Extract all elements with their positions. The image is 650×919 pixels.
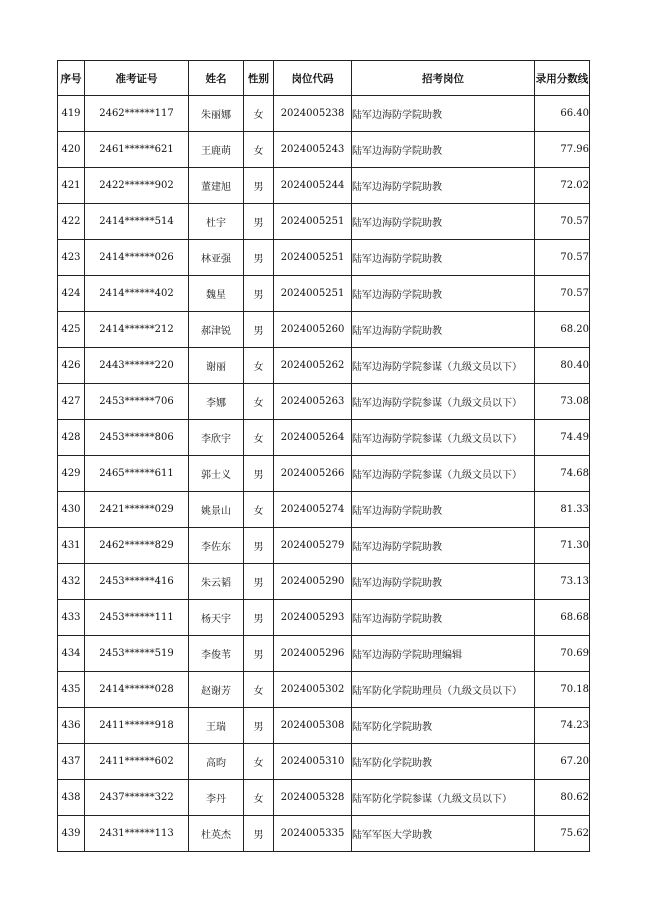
cell-post-code: 2024005238 (274, 96, 352, 132)
cell-name: 赵谢芳 (189, 672, 244, 708)
cell-post: 陆军军医大学助教 (352, 816, 535, 852)
cell-name: 郭士义 (189, 456, 244, 492)
cell-post-code: 2024005293 (274, 600, 352, 636)
cell-name: 魏星 (189, 276, 244, 312)
header-gender: 性别 (244, 61, 274, 96)
cell-seq: 423 (58, 240, 85, 276)
cell-post-code: 2024005335 (274, 816, 352, 852)
cell-post: 陆军边海防学院助教 (352, 600, 535, 636)
cell-name: 朱丽娜 (189, 96, 244, 132)
cell-exam-no: 2461******621 (85, 132, 189, 168)
cell-post-code: 2024005243 (274, 132, 352, 168)
cell-name: 杜宇 (189, 204, 244, 240)
cell-gender: 女 (244, 780, 274, 816)
cell-exam-no: 2431******113 (85, 816, 189, 852)
table-row (58, 744, 590, 780)
cell-post: 陆军边海防学院助教 (352, 168, 535, 204)
table-row (58, 564, 590, 600)
cell-post-code: 2024005328 (274, 780, 352, 816)
cell-seq: 427 (58, 384, 85, 420)
cell-seq: 429 (58, 456, 85, 492)
table-row (58, 600, 590, 636)
cell-exam-no: 2414******028 (85, 672, 189, 708)
cell-exam-no: 2453******706 (85, 384, 189, 420)
cell-gender: 男 (244, 276, 274, 312)
cell-exam-no: 2443******220 (85, 348, 189, 384)
cell-gender: 男 (244, 312, 274, 348)
table-row (58, 456, 590, 492)
cell-score: 73.08 (535, 384, 590, 420)
cell-seq: 420 (58, 132, 85, 168)
header-row (58, 61, 590, 96)
cell-gender: 男 (244, 564, 274, 600)
header-post-code: 岗位代码 (274, 61, 352, 96)
cell-exam-no: 2453******111 (85, 600, 189, 636)
cell-post-code: 2024005279 (274, 528, 352, 564)
cell-post: 陆军防化学院助理员（九级文员以下） (352, 672, 535, 708)
table-row (58, 420, 590, 456)
cell-post: 陆军边海防学院参谋（九级文员以下） (352, 456, 535, 492)
cell-post-code: 2024005251 (274, 204, 352, 240)
cell-name: 高昀 (189, 744, 244, 780)
cell-post-code: 2024005260 (274, 312, 352, 348)
cell-seq: 422 (58, 204, 85, 240)
cell-post: 陆军边海防学院助理编辑 (352, 636, 535, 672)
cell-seq: 431 (58, 528, 85, 564)
cell-seq: 428 (58, 420, 85, 456)
table-row (58, 348, 590, 384)
cell-score: 74.68 (535, 456, 590, 492)
cell-post-code: 2024005266 (274, 456, 352, 492)
cell-post: 陆军边海防学院助教 (352, 564, 535, 600)
table-row (58, 816, 590, 852)
cell-name: 杨天宇 (189, 600, 244, 636)
table-row (58, 528, 590, 564)
cell-gender: 男 (244, 816, 274, 852)
cell-post: 陆军防化学院助教 (352, 708, 535, 744)
cell-name: 李欣宇 (189, 420, 244, 456)
cell-seq: 419 (58, 96, 85, 132)
table-row (58, 384, 590, 420)
cell-exam-no: 2411******918 (85, 708, 189, 744)
cell-exam-no: 2453******519 (85, 636, 189, 672)
cell-post: 陆军边海防学院助教 (352, 528, 535, 564)
cell-score: 70.57 (535, 276, 590, 312)
cell-seq: 424 (58, 276, 85, 312)
cell-seq: 432 (58, 564, 85, 600)
cell-exam-no: 2414******212 (85, 312, 189, 348)
cell-exam-no: 2462******829 (85, 528, 189, 564)
cell-post: 陆军边海防学院参谋（九级文员以下） (352, 348, 535, 384)
cell-gender: 女 (244, 672, 274, 708)
cell-post-code: 2024005310 (274, 744, 352, 780)
cell-name: 林亚强 (189, 240, 244, 276)
cell-post-code: 2024005251 (274, 240, 352, 276)
header-exam-no: 准考证号 (85, 61, 189, 96)
table-row (58, 312, 590, 348)
table-row (58, 672, 590, 708)
cell-name: 李娜 (189, 384, 244, 420)
cell-name: 谢丽 (189, 348, 244, 384)
cell-seq: 425 (58, 312, 85, 348)
cell-post-code: 2024005308 (274, 708, 352, 744)
header-score: 录用分数线 (535, 61, 590, 96)
cell-name: 李俊苇 (189, 636, 244, 672)
cell-post-code: 2024005264 (274, 420, 352, 456)
cell-gender: 女 (244, 420, 274, 456)
cell-score: 70.57 (535, 204, 590, 240)
cell-post-code: 2024005244 (274, 168, 352, 204)
cell-seq: 434 (58, 636, 85, 672)
cell-name: 王瑞 (189, 708, 244, 744)
cell-exam-no: 2411******602 (85, 744, 189, 780)
cell-gender: 女 (244, 492, 274, 528)
header-name: 姓名 (189, 61, 244, 96)
cell-seq: 436 (58, 708, 85, 744)
cell-post: 陆军边海防学院助教 (352, 240, 535, 276)
cell-gender: 男 (244, 204, 274, 240)
cell-post-code: 2024005302 (274, 672, 352, 708)
cell-exam-no: 2453******416 (85, 564, 189, 600)
cell-post: 陆军防化学院参谋（九级文员以下） (352, 780, 535, 816)
cell-score: 68.68 (535, 600, 590, 636)
cell-name: 郝津锐 (189, 312, 244, 348)
cell-name: 杜英杰 (189, 816, 244, 852)
cell-gender: 男 (244, 456, 274, 492)
table-row (58, 132, 590, 168)
cell-score: 75.62 (535, 816, 590, 852)
cell-seq: 438 (58, 780, 85, 816)
cell-post-code: 2024005274 (274, 492, 352, 528)
cell-score: 71.30 (535, 528, 590, 564)
cell-name: 李丹 (189, 780, 244, 816)
cell-name: 姚景山 (189, 492, 244, 528)
cell-post-code: 2024005296 (274, 636, 352, 672)
table-row (58, 276, 590, 312)
cell-name: 李佐东 (189, 528, 244, 564)
table-row (58, 780, 590, 816)
cell-score: 80.40 (535, 348, 590, 384)
table-header (58, 61, 590, 96)
cell-exam-no: 2422******902 (85, 168, 189, 204)
table-row (58, 168, 590, 204)
cell-exam-no: 2437******322 (85, 780, 189, 816)
cell-gender: 男 (244, 636, 274, 672)
cell-post: 陆军边海防学院助教 (352, 276, 535, 312)
cell-name: 朱云韬 (189, 564, 244, 600)
cell-score: 81.33 (535, 492, 590, 528)
cell-gender: 男 (244, 600, 274, 636)
cell-score: 68.20 (535, 312, 590, 348)
cell-gender: 男 (244, 528, 274, 564)
header-post: 招考岗位 (352, 61, 535, 96)
cell-seq: 435 (58, 672, 85, 708)
table-row (58, 240, 590, 276)
cell-seq: 430 (58, 492, 85, 528)
cell-post: 陆军边海防学院助教 (352, 312, 535, 348)
cell-score: 70.57 (535, 240, 590, 276)
cell-seq: 439 (58, 816, 85, 852)
table-row (58, 708, 590, 744)
table-body (58, 96, 590, 852)
cell-exam-no: 2421******029 (85, 492, 189, 528)
cell-post: 陆军防化学院助教 (352, 744, 535, 780)
cell-seq: 433 (58, 600, 85, 636)
cell-gender: 男 (244, 708, 274, 744)
cell-score: 73.13 (535, 564, 590, 600)
cell-name: 董建旭 (189, 168, 244, 204)
cell-gender: 男 (244, 168, 274, 204)
cell-exam-no: 2414******026 (85, 240, 189, 276)
cell-seq: 421 (58, 168, 85, 204)
cell-exam-no: 2465******611 (85, 456, 189, 492)
cell-score: 80.62 (535, 780, 590, 816)
cell-post: 陆军边海防学院助教 (352, 492, 535, 528)
admission-score-table (57, 60, 590, 852)
cell-gender: 男 (244, 240, 274, 276)
cell-gender: 女 (244, 96, 274, 132)
cell-post: 陆军边海防学院助教 (352, 132, 535, 168)
cell-gender: 女 (244, 348, 274, 384)
cell-score: 70.18 (535, 672, 590, 708)
cell-post: 陆军边海防学院助教 (352, 204, 535, 240)
cell-exam-no: 2414******402 (85, 276, 189, 312)
cell-seq: 426 (58, 348, 85, 384)
cell-post: 陆军边海防学院参谋（九级文员以下） (352, 420, 535, 456)
cell-post: 陆军边海防学院参谋（九级文员以下） (352, 384, 535, 420)
cell-post: 陆军边海防学院助教 (352, 96, 535, 132)
cell-seq: 437 (58, 744, 85, 780)
cell-score: 67.20 (535, 744, 590, 780)
cell-gender: 女 (244, 384, 274, 420)
cell-post-code: 2024005263 (274, 384, 352, 420)
cell-name: 王鹿萌 (189, 132, 244, 168)
header-seq: 序号 (58, 61, 85, 96)
table-row (58, 492, 590, 528)
cell-gender: 女 (244, 132, 274, 168)
cell-exam-no: 2414******514 (85, 204, 189, 240)
table-row (58, 636, 590, 672)
cell-post-code: 2024005251 (274, 276, 352, 312)
cell-score: 74.23 (535, 708, 590, 744)
cell-score: 70.69 (535, 636, 590, 672)
cell-exam-no: 2462******117 (85, 96, 189, 132)
cell-score: 72.02 (535, 168, 590, 204)
cell-score: 77.96 (535, 132, 590, 168)
table-row (58, 204, 590, 240)
cell-gender: 女 (244, 744, 274, 780)
cell-score: 66.40 (535, 96, 590, 132)
table-row (58, 96, 590, 132)
cell-post-code: 2024005262 (274, 348, 352, 384)
cell-exam-no: 2453******806 (85, 420, 189, 456)
cell-score: 74.49 (535, 420, 590, 456)
cell-post-code: 2024005290 (274, 564, 352, 600)
